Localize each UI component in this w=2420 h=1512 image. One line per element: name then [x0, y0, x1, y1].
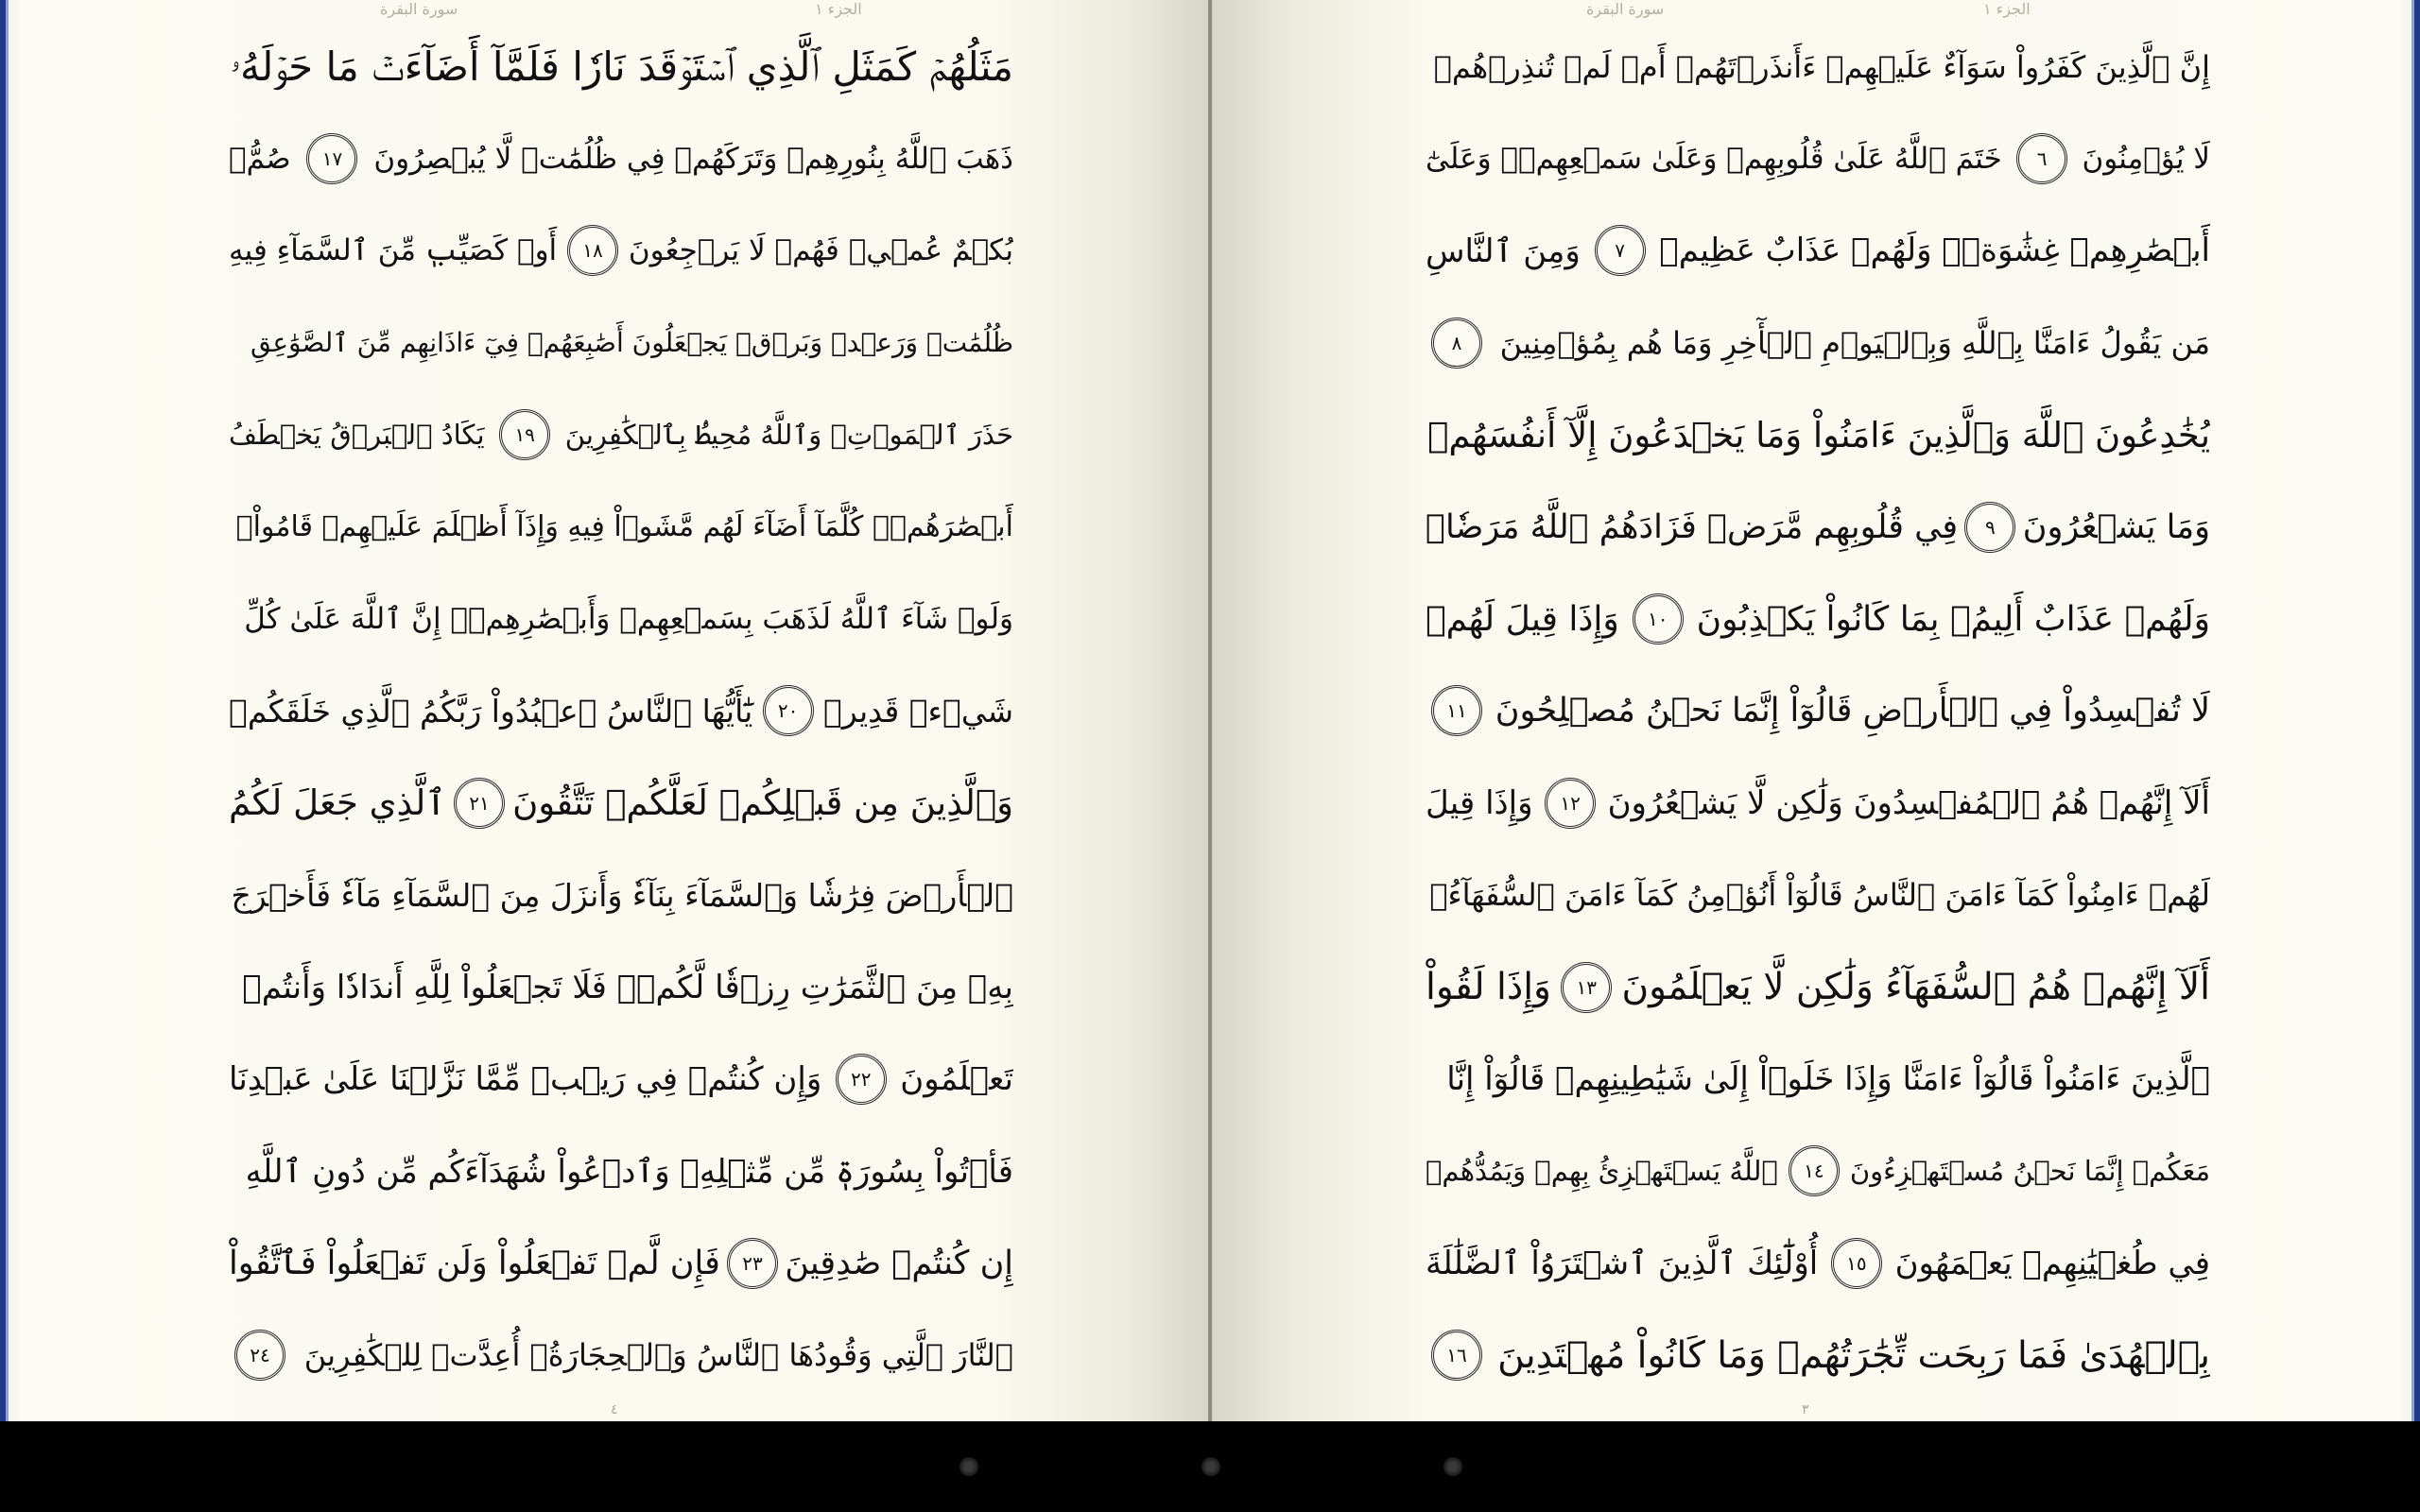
ayah-number-marker[interactable]: ٢١: [454, 778, 505, 829]
verse-text: أَلَآ إِنَّهُمۡ هُمُ ٱلسُّفَهَآءُ وَلَٰكِن لَّا يَعۡلَمُونَ: [1621, 966, 2210, 1009]
nav-home-icon[interactable]: [1201, 1457, 1220, 1476]
verse-text: وَمَا يَشۡعُرُونَ: [2022, 507, 2210, 546]
nav-back-icon[interactable]: [959, 1457, 978, 1476]
verse-text: فِي طُغۡيَٰنِهِمۡ يَعۡمَهُونَ: [1894, 1244, 2210, 1282]
verse-text: إِن كُنتُمۡ صَٰدِقِينَ: [785, 1244, 1013, 1282]
verse-text: ظُلُمَٰتٞ وَرَعۡدٞ وَبَرۡقٞ يَجۡعَلُونَ أَصَٰبِعَهُمۡ فِيٓ ءَاذَانِهِم مِّنَ ٱلصَّوَٰعِقِ: [250, 327, 1013, 359]
text-line: [229, 1125, 1013, 1217]
verse-text: تَعۡلَمُونَ: [900, 1059, 1013, 1098]
text-line: [1426, 205, 2210, 297]
text-line: [1426, 573, 2210, 664]
verse-text: لَا يُؤۡمِنُونَ: [2082, 142, 2210, 177]
verse-text: وَلَهُمۡ عَذَابٌ أَلِيمُۢ بِمَا كَانُواْ يَكۡذِبُونَ: [1696, 599, 2210, 639]
verse-text: يُخَٰدِعُونَ ٱللَّهَ وَٱلَّذِينَ ءَامَنُواْ وَمَا يَخۡدَعُونَ إِلَّآ أَنفُسَهُمۡ: [1427, 414, 2210, 455]
text-line: [1426, 481, 2210, 573]
text-line: [1426, 1217, 2210, 1309]
verse-text: خَتَمَ ٱللَّهُ عَلَىٰ قُلُوبِهِمۡ وَعَلَىٰ سَمۡعِهِمۡۖ وَعَلَىٰٓ: [1426, 142, 2002, 177]
verse-text: فِي قُلُوبِهِم مَّرَضٞ فَزَادَهُمُ ٱللَّهُ مَرَضٗاۖ: [1426, 507, 1959, 546]
text-line: [1426, 757, 2210, 849]
verse-text: مَن يَقُولُ ءَامَنَّا بِٱللَّهِ وَبِٱلۡيَوۡمِ ٱلۡأٓخِرِ وَمَا هُم بِمُؤۡمِنِينَ: [1499, 324, 2210, 361]
verse-text: وَإِذَا لَقُواْ: [1426, 966, 1551, 1009]
text-line: [1426, 850, 2210, 941]
text-line: [229, 665, 1013, 757]
text-line: [1426, 21, 2210, 112]
text-line: [1426, 941, 2210, 1033]
system-navigation-bar: [0, 1421, 2420, 1512]
text-line: [1426, 665, 2210, 757]
text-line: [229, 941, 1013, 1033]
left-header-juz: الجزء ١: [815, 0, 862, 18]
ayah-number-marker[interactable]: ٨: [1431, 318, 1482, 369]
verse-text: بِهِۦ مِنَ ٱلثَّمَرَٰتِ رِزۡقٗا لَّكُمۡۖ فَلَا تَجۡعَلُواْ لِلَّهِ أَندَادٗا وَأَنتُمۡ: [242, 968, 1013, 1006]
left-page-number: ٤: [611, 1402, 618, 1418]
right-page-text: [1426, 21, 2210, 1401]
verse-text: فَإِن لَّمۡ تَفۡعَلُواْ وَلَن تَفۡعَلُواْ فَٱتَّقُواْ: [229, 1244, 720, 1282]
text-line: [1426, 389, 2210, 481]
verse-text: مَعَكُمۡ إِنَّمَا نَحۡنُ مُسۡتَهۡزِءُونَ: [1849, 1155, 2210, 1188]
verse-text: أَبۡصَٰرِهِمۡ غِشَٰوَةٞۖ وَلَهُمۡ عَذَابٌ عَظِيمٞ: [1659, 232, 2210, 270]
text-line: [229, 21, 1013, 112]
verse-text: يَكَادُ ٱلۡبَرۡقُ يَخۡطَفُ: [229, 419, 485, 452]
verse-text: وَٱلَّذِينَ مِن قَبۡلِكُمۡ لَعَلَّكُمۡ تَتَّقُونَ: [512, 782, 1013, 824]
verse-text: يَٰٓأَيُّهَا ٱلنَّاسُ ٱعۡبُدُواْ رَبَّكُمُ ٱلَّذِي خَلَقَكُمۡ: [229, 692, 753, 730]
text-line: [229, 1217, 1013, 1309]
text-line: [229, 481, 1013, 573]
ayah-number-marker[interactable]: ٧: [1595, 225, 1646, 276]
ayah-number-marker[interactable]: ١٠: [1633, 593, 1684, 644]
verse-text: حَذَرَ ٱلۡمَوۡتِۚ وَٱللَّهُ مُحِيطُۢ بِٱلۡكَٰفِرِينَ: [564, 419, 1013, 452]
verse-text: وَإِذَا قِيلَ لَهُمۡ: [1426, 599, 1619, 639]
verse-text: أَوۡ كَصَيِّبٖ مِّنَ ٱلسَّمَآءِ فِيهِ: [229, 233, 558, 268]
ayah-number-marker[interactable]: ١٣: [1561, 962, 1612, 1013]
right-page-border: [2401, 0, 2420, 1421]
verse-text: بُكۡمٌ عُمۡيٞ فَهُمۡ لَا يَرۡجِعُونَ: [628, 233, 1013, 268]
left-page-border: [0, 0, 19, 1421]
verse-text: وَلَوۡ شَآءَ ٱللَّهُ لَذَهَبَ بِسَمۡعِهِمۡ وَأَبۡصَٰرِهِمۡۚ إِنَّ ٱللَّهَ عَلَىٰ كُلِّ: [244, 602, 1013, 637]
nav-recent-icon[interactable]: [1443, 1457, 1462, 1476]
ayah-number-marker[interactable]: ٩: [1964, 502, 2015, 553]
verse-text: مَثَلُهُمۡ كَمَثَلِ ٱلَّذِي ٱسۡتَوۡقَدَ نَارٗا فَلَمَّآ أَضَآءَتۡ مَا حَوۡلَهُۥ: [230, 43, 1013, 90]
text-line: [229, 205, 1013, 297]
verse-text: صُمُّۢ: [229, 142, 291, 177]
text-line: [229, 850, 1013, 941]
verse-text: وَمِنَ ٱلنَّاسِ: [1426, 232, 1581, 270]
verse-text: وَإِذَا قِيلَ: [1426, 783, 1533, 822]
ayah-number-marker[interactable]: ٢٢: [836, 1054, 887, 1105]
right-page[interactable]: [1212, 0, 2401, 1421]
ayah-number-marker[interactable]: ٢٤: [234, 1330, 285, 1381]
text-line: [1426, 112, 2210, 204]
ayah-number-marker[interactable]: ١٩: [499, 409, 550, 460]
verse-text: ٱلنَّارَ ٱلَّتِي وَقُودُهَا ٱلنَّاسُ وَٱلۡحِجَارَةُۖ أُعِدَّتۡ لِلۡكَٰفِرِينَ: [303, 1337, 1013, 1374]
left-page[interactable]: [19, 0, 1208, 1421]
text-line: [229, 573, 1013, 664]
ayah-number-marker[interactable]: ١٦: [1431, 1330, 1482, 1381]
text-line: [229, 112, 1013, 204]
verse-text: فَأۡتُواْ بِسُورَةٖ مِّن مِّثۡلِهِۦ وَٱدۡعُواْ شُهَدَآءَكُم مِّن دُونِ ٱللَّهِ: [245, 1152, 1013, 1191]
right-header-surah: سورة البقرة: [1586, 0, 1665, 18]
ayah-number-marker[interactable]: ١٢: [1545, 778, 1596, 829]
text-line: [229, 1033, 1013, 1125]
verse-text: بِٱلۡهُدَىٰ فَمَا رَبِحَت تِّجَٰرَتُهُمۡ وَمَا كَانُواْ مُهۡتَدِينَ: [1497, 1333, 2210, 1377]
verse-text: وَإِن كُنتُمۡ فِي رَيۡبٖ مِّمَّا نَزَّلۡنَا عَلَىٰ عَبۡدِنَا: [229, 1059, 822, 1098]
verse-text: لَا تُفۡسِدُواْ فِي ٱلۡأَرۡضِ قَالُوٓاْ إِنَّمَا نَحۡنُ مُصۡلِحُونَ: [1495, 692, 2210, 730]
text-line: [229, 757, 1013, 849]
text-line: [1426, 297, 2210, 388]
text-line: [229, 297, 1013, 388]
verse-text: أُوْلَٰٓئِكَ ٱلَّذِينَ ٱشۡتَرَوُاْ ٱلضَّلَٰلَةَ: [1426, 1245, 1819, 1283]
verse-text: ذَهَبَ ٱللَّهُ بِنُورِهِمۡ وَتَرَكَهُمۡ فِي ظُلُمَٰتٖ لَّا يُبۡصِرُونَ: [373, 142, 1013, 177]
verse-text: شَيۡءٖ قَدِيرٞ: [822, 692, 1013, 730]
left-page-text: [229, 21, 1013, 1401]
ayah-number-marker[interactable]: ١٤: [1789, 1145, 1840, 1196]
text-line: [1426, 1033, 2210, 1125]
ayah-number-marker[interactable]: ١٥: [1831, 1238, 1882, 1289]
ayah-number-marker[interactable]: ١٧: [306, 133, 357, 184]
text-line: [229, 389, 1013, 481]
right-page-number: ٣: [1802, 1402, 1809, 1418]
ayah-number-marker[interactable]: ٦: [2016, 133, 2067, 184]
verse-text: لَهُمۡ ءَامِنُواْ كَمَآ ءَامَنَ ٱلنَّاسُ قَالُوٓاْ أَنُؤۡمِنُ كَمَآ ءَامَنَ ٱلسُّفَهَآءُۗ: [1429, 877, 2210, 914]
verse-text: إِنَّ ٱلَّذِينَ كَفَرُواْ سَوَآءٌ عَلَيۡهِمۡ ءَأَنذَرۡتَهُمۡ أَمۡ لَمۡ تُنذِرۡهُمۡ: [1433, 48, 2210, 85]
text-line: [229, 1309, 1013, 1400]
verse-text: أَلَآ إِنَّهُمۡ هُمُ ٱلۡمُفۡسِدُونَ وَلَٰكِن لَّا يَشۡعُرُونَ: [1607, 783, 2210, 822]
verse-text: ٱلۡأَرۡضَ فِرَٰشٗا وَٱلسَّمَآءَ بِنَآءٗ وَأَنزَلَ مِنَ ٱلسَّمَآءِ مَآءٗ فَأَخۡرَجَ: [231, 876, 1013, 914]
left-header-surah: سورة البقرة: [380, 0, 458, 18]
ayah-number-marker[interactable]: ١٨: [567, 225, 618, 276]
right-header-juz: الجزء ١: [1983, 0, 2031, 18]
verse-text: ٱلَّذِينَ ءَامَنُواْ قَالُوٓاْ ءَامَنَّا وَإِذَا خَلَوۡاْ إِلَىٰ شَيَٰطِينِهِمۡ قَالُوٓاْ إِنَّا: [1446, 1059, 2210, 1098]
text-line: [1426, 1125, 2210, 1217]
verse-text: ٱللَّهُ يَسۡتَهۡزِئُ بِهِمۡ وَيَمُدُّهُمۡ: [1426, 1155, 1778, 1188]
verse-text: ٱلَّذِي جَعَلَ لَكُمُ: [229, 782, 446, 824]
ayah-number-marker[interactable]: ٢٣: [727, 1238, 778, 1289]
ayah-number-marker[interactable]: ٢٠: [763, 685, 814, 736]
text-line: [1426, 1309, 2210, 1400]
verse-text: أَبۡصَٰرَهُمۡۖ كُلَّمَآ أَضَآءَ لَهُم مَّشَوۡاْ فِيهِ وَإِذَآ أَظۡلَمَ عَلَيۡهِمۡ قَامُواْۚ: [235, 510, 1013, 544]
ayah-number-marker[interactable]: ١١: [1431, 685, 1482, 736]
